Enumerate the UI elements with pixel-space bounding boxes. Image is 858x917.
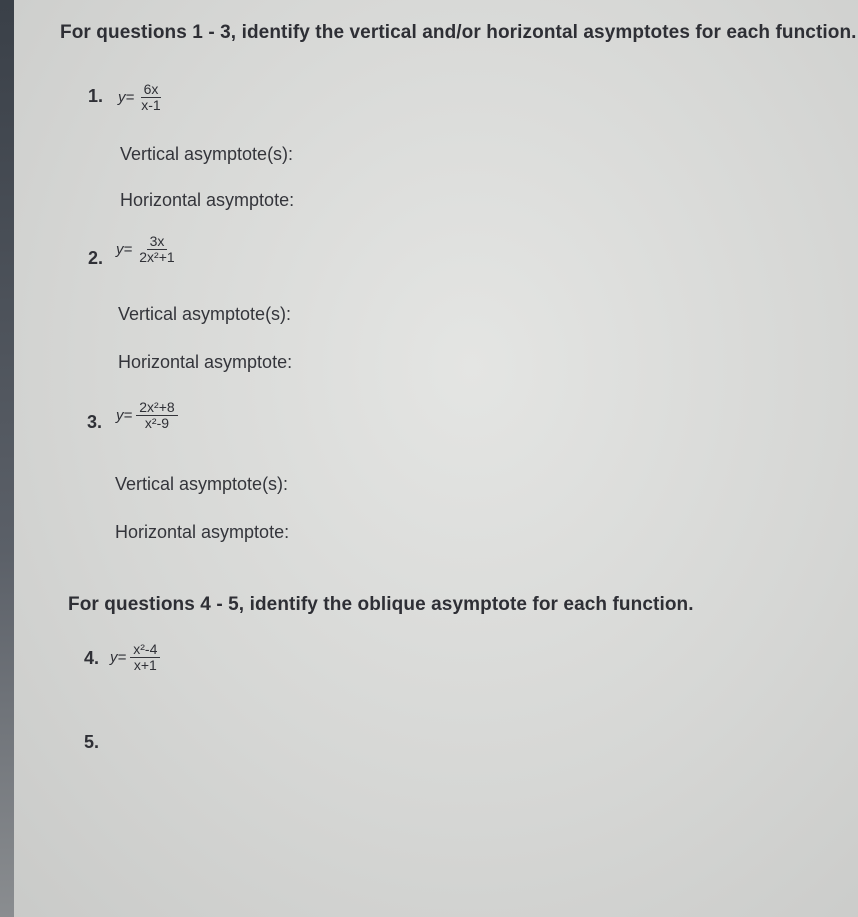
fraction-numerator: 3x (147, 234, 168, 250)
equation-lhs: y= (118, 89, 135, 106)
question-2-vertical-label: Vertical asymptote(s): (118, 304, 292, 324)
question-3-equation (116, 400, 178, 431)
question-2-equation (116, 234, 178, 265)
question-3-horizontal-label: Horizontal asymptote: (115, 522, 290, 542)
fraction (138, 82, 163, 113)
question-2-horizontal-label: Horizontal asymptote: (118, 352, 293, 372)
fraction-denominator: 2x²+1 (139, 249, 175, 265)
question-5-number: 5. (84, 732, 100, 752)
question-2-number: 2. (88, 248, 104, 268)
part1-instruction: For questions 1 - 3, identify the vertical and/or horizontal asymptotes for each function. (60, 22, 857, 43)
fraction (136, 400, 177, 431)
question-1-vertical-label: Vertical asymptote(s): (120, 144, 294, 164)
question-4-number: 4. (84, 648, 100, 668)
fraction (130, 642, 160, 673)
question-3-vertical-label: Vertical asymptote(s): (115, 474, 289, 494)
equation-lhs: y= (110, 649, 127, 666)
fraction-numerator: 2x²+8 (136, 400, 177, 416)
equation-lhs: y= (116, 407, 133, 424)
part2-instruction: For questions 4 - 5, identify the oblique asymptote for each function. (68, 594, 694, 615)
question-4-equation (110, 642, 160, 673)
fraction-numerator: 6x (141, 82, 162, 98)
question-1-number: 1. (88, 86, 104, 106)
fraction-denominator: x²-9 (144, 415, 170, 431)
question-1-equation (118, 82, 164, 113)
fraction-numerator: x²-4 (130, 642, 160, 658)
page-edge-shadow (0, 0, 14, 917)
fraction-denominator: x-1 (141, 97, 161, 113)
fraction-denominator: x+1 (133, 657, 157, 673)
question-3-number: 3. (87, 412, 103, 432)
question-1-horizontal-label: Horizontal asymptote: (120, 190, 295, 210)
fraction (136, 234, 177, 265)
worksheet (14, 0, 858, 917)
equation-lhs: y= (116, 241, 133, 258)
